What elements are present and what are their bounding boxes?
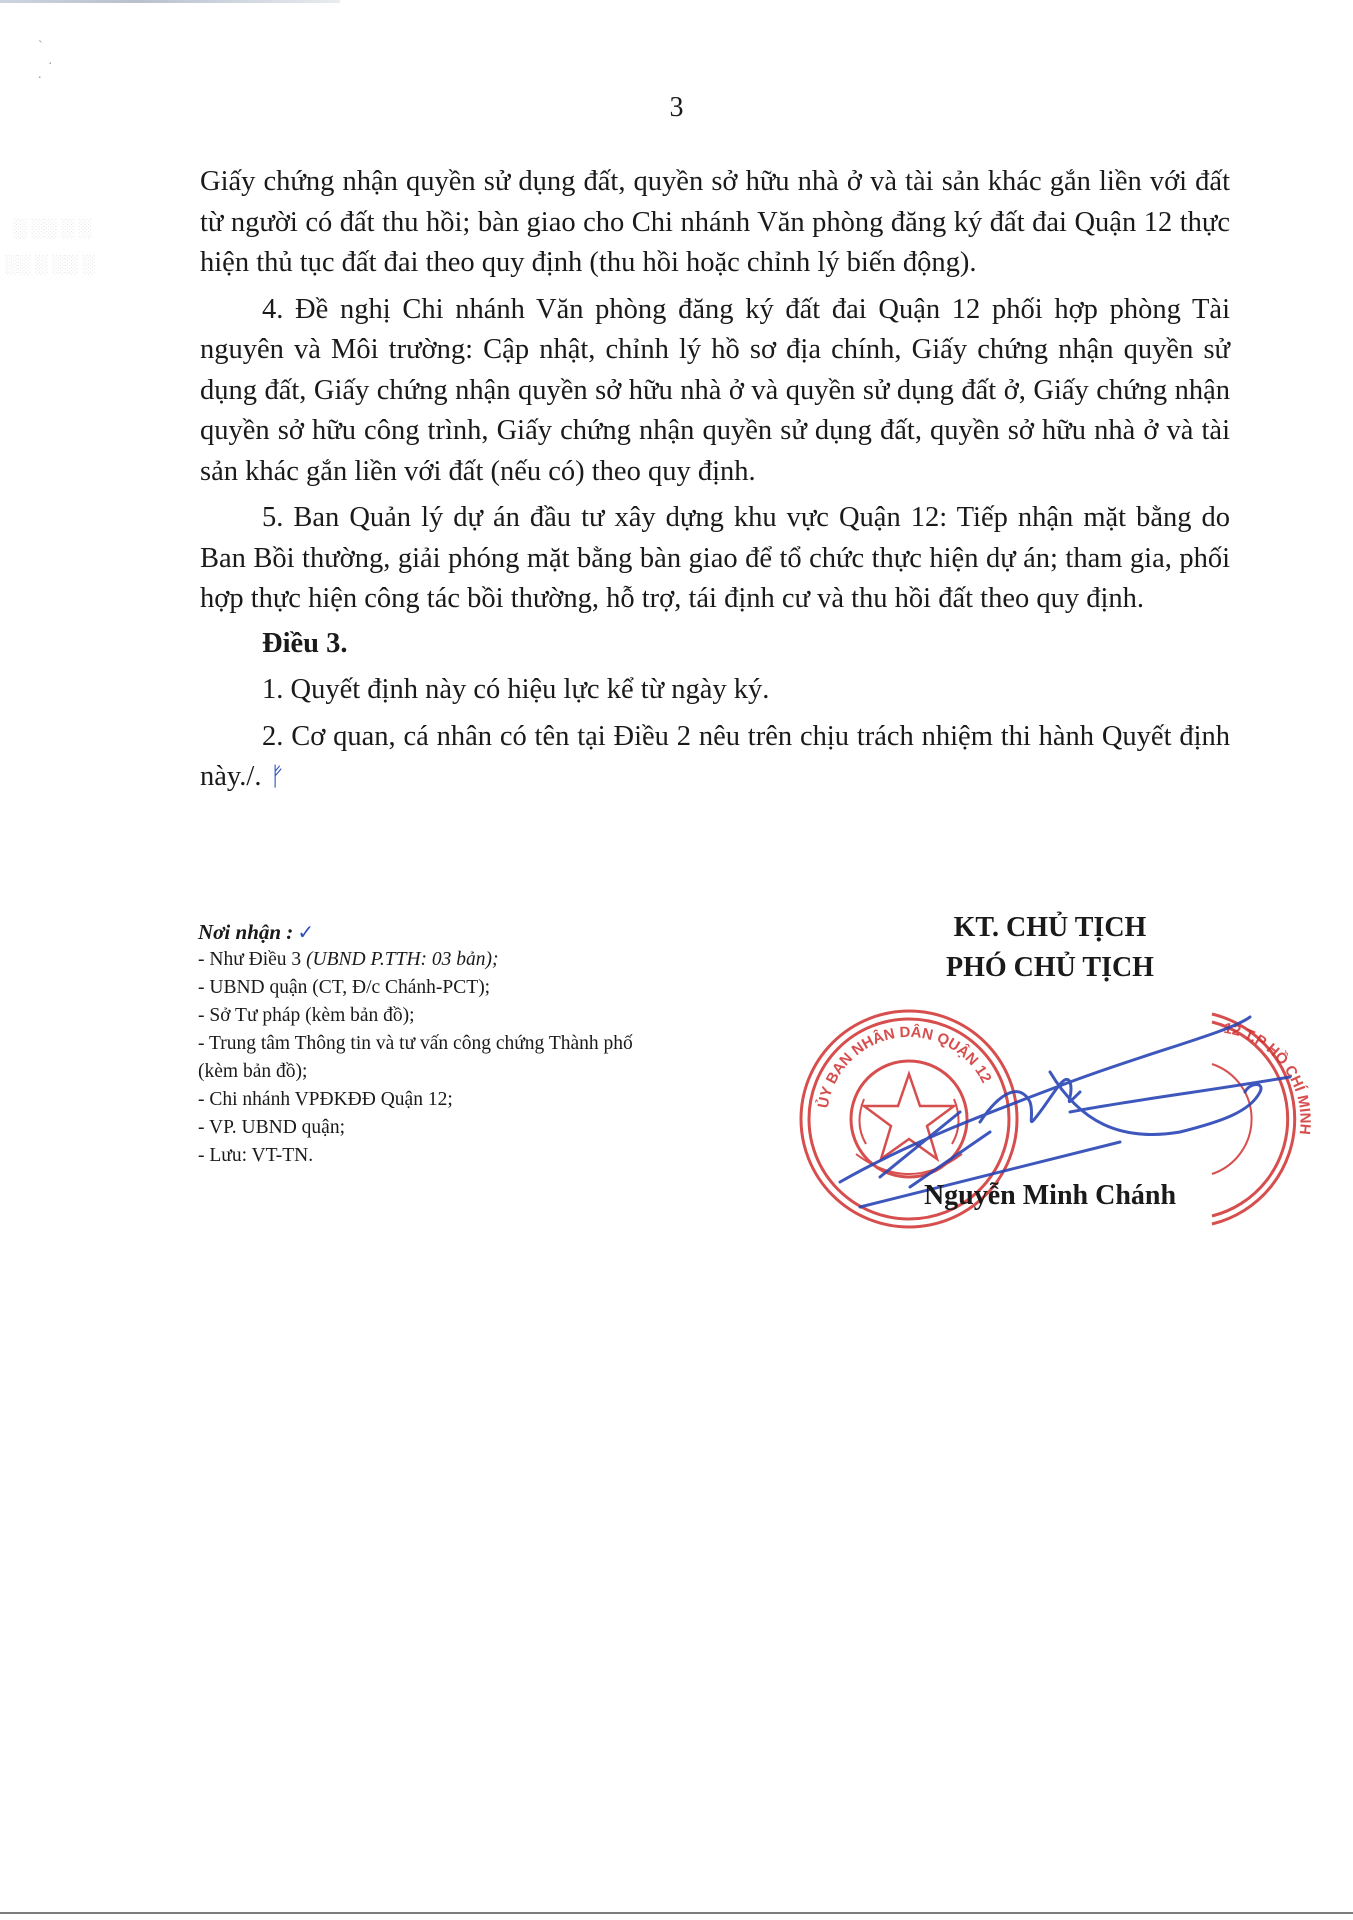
recipient-item: - Trung tâm Thông tin và tư vấn công chứng Thành phố (kèm bản đồ); <box>198 1033 633 1082</box>
document-body <box>200 162 1230 798</box>
handwritten-initial-icon: ᚠ <box>269 762 286 792</box>
article-heading: Điều 3. <box>262 627 348 659</box>
signer-title-line2: PHÓ CHỦ TỊCH <box>946 952 1154 983</box>
recipients-title <box>198 918 638 946</box>
recipient-item <box>198 946 638 974</box>
recipients-list <box>198 918 638 1170</box>
paragraph-article3-item-2 <box>200 717 1230 798</box>
recipient-item-note: (UBND P.TTH: 03 bản); <box>306 949 499 970</box>
signature-block <box>814 912 1340 1232</box>
paragraph-item-5: 5. Ban Quản lý dự án đầu tư xây dựng khu vực Quận 12: Tiếp nhận mặt bằng do Ban Bồi thường, giải phóng mặt bằng bàn giao để tổ chức thực hiện dự án; tham gia, phối hợp thực hiện công tác bồi thường, hỗ trợ, tái định cư và thu hồi đất theo quy định. <box>200 502 1230 614</box>
seal-right-text: 12 T.P HỒ CHÍ MINH <box>1222 1019 1314 1136</box>
scan-edge-top <box>0 0 340 3</box>
seal-text: ỦY BAN NHÂN DÂN QUẬN 12 <box>814 1023 995 1110</box>
recipients-title-text: Nơi nhận : <box>198 920 294 944</box>
handwritten-check-icon: ✓ <box>297 920 315 944</box>
bleed-through-ghost: ░ ░░ ░ ░ ░░ ░ ░░ ░ <box>0 218 95 274</box>
recipient-item: - UBND quận (CT, Đ/c Chánh-PCT); <box>198 977 491 998</box>
paragraph-continuation: Giấy chứng nhận quyền sử dụng đất, quyền sở hữu nhà ở và tài sản khác gắn liền với đất từ người có đất thu hồi; bàn giao cho Chi nhánh Văn phòng đăng ký đất đai Quận 12 thực hiện thủ tục đất đai theo quy định (thu hồi hoặc chỉnh lý biến động). <box>200 166 1230 278</box>
paragraph-article3-item-1: 1. Quyết định này có hiệu lực kể từ ngày ký. <box>262 674 770 705</box>
recipient-item: - Sở Tư pháp (kèm bản đồ); <box>198 1005 415 1026</box>
paragraph-article3-item-2-text: 2. Cơ quan, cá nhân có tên tại Điều 2 nêu trên chịu trách nhiệm thi hành Quyết định này./. <box>200 720 1230 792</box>
signer-title-line1: KT. CHỦ TỊCH <box>953 912 1147 943</box>
scan-specks: ` . . <box>38 39 52 82</box>
page-number: 3 <box>669 92 684 123</box>
recipient-item: - Lưu: VT-TN. <box>198 1145 314 1166</box>
signer-name: Nguyễn Minh Chánh <box>923 1180 1177 1211</box>
recipient-item: - VP. UBND quận; <box>198 1117 345 1138</box>
recipient-item: - Chi nhánh VPĐKĐĐ Quận 12; <box>198 1089 453 1110</box>
scan-edge-bottom <box>0 1912 1353 1914</box>
recipient-item-text: - Như Điều 3 <box>198 949 307 970</box>
paragraph-item-4: 4. Đề nghị Chi nhánh Văn phòng đăng ký đất đai Quận 12 phối hợp phòng Tài nguyên và Môi trường: Cập nhật, chỉnh lý hồ sơ địa chính, Giấy chứng nhận quyền sử dụng đất, Giấy chứng nhận quyền sở hữu nhà ở và quyền sử dụng đất ở, Giấy chứng nhận quyền sở hữu công trình, Giấy chứng nhận quyền sử dụng đất, quyền sở hữu nhà ở và tài sản khác gắn liền với đất (nếu có) theo quy định. <box>200 293 1230 487</box>
